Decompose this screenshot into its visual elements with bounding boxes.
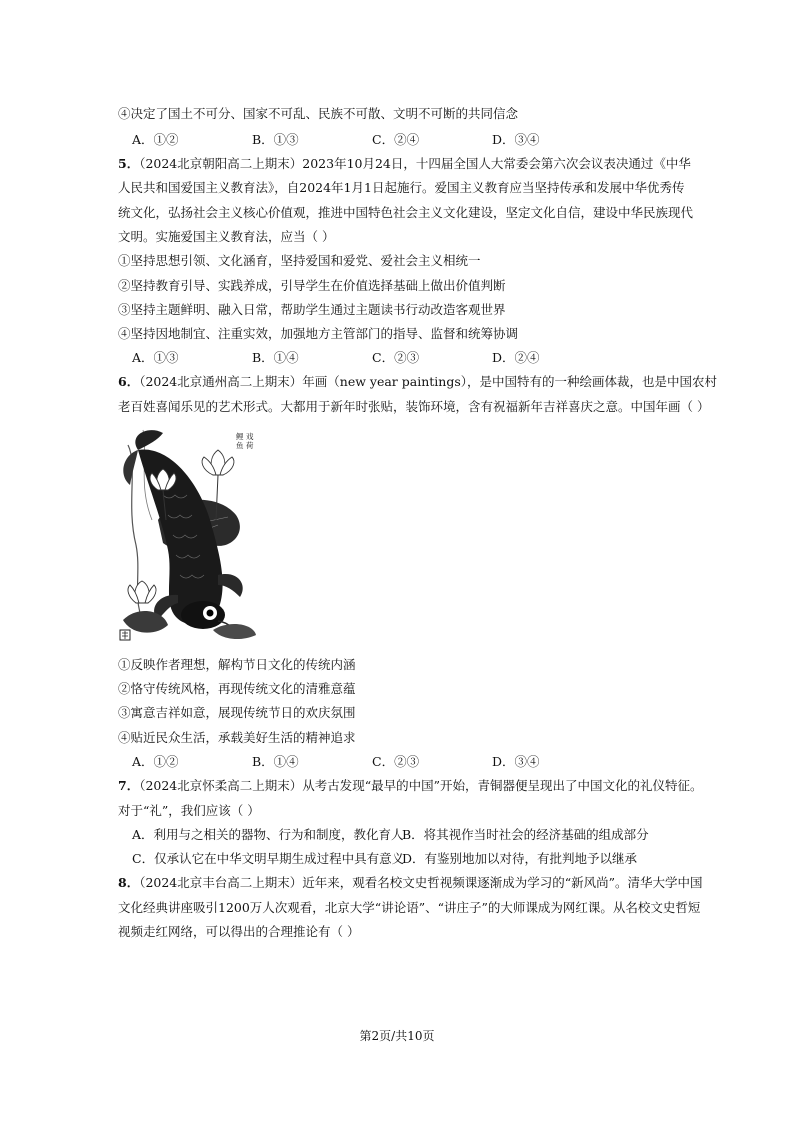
q5-item-4: ④坚持因地制宜、注重实效，加强地方主管部门的指导、监督和统筹协调 — [118, 326, 519, 341]
q5-options — [132, 350, 540, 366]
q7-option-c: C．仅承认它在中华文明早期生成过程中具有意义 — [132, 851, 405, 866]
q7-stem-line-2: 对于“礼”，我们应该（ ） — [118, 803, 260, 818]
q6-option-c: C．②③ — [372, 754, 420, 769]
q4-option-c: C．②④ — [372, 132, 420, 147]
q7-options-row-2 — [132, 851, 637, 867]
q5-stem-line-2: 人民共和国爱国主义教育法》，自2024年1月1日起施行。爱国主义教育应当坚持传承和发展中华优秀传 — [118, 180, 685, 195]
q6-item-4: ④贴近民众生活，承载美好生活的精神追求 — [118, 730, 356, 745]
q5-option-a: A．①③ — [132, 350, 179, 365]
q6-option-b: B．①④ — [252, 754, 299, 769]
page-footer: 第2页/共10页 — [359, 1029, 435, 1043]
q5-stem-line-3: 统文化，弘扬社会主义核心价值观，推进中国特色社会主义文化建设，坚定文化自信，建设中华民族现代 — [118, 205, 694, 220]
q5-option-d: D．②④ — [492, 350, 540, 365]
q6-stem-line-1: 6．（2024北京通州高二上期末）年画（new year paintings），是中国特有的一种绘画体裁，也是中国农村 — [118, 374, 717, 389]
q4-options — [132, 132, 540, 148]
svg-text:鲤: 鲤 — [236, 432, 244, 441]
q5-option-c: C．②③ — [372, 350, 420, 365]
q5-item-3: ③坚持主题鲜明、融入日常，帮助学生通过主题读书行动改造客观世界 — [118, 302, 506, 317]
q8-stem-line-1: 8．（2024北京丰台高二上期末）近年来，观看名校文史哲视频课逐渐成为学习的“新风尚”。清华大学中国 — [118, 875, 703, 890]
q4-item-4: ④决定了国土不可分、国家不可乱、民族不可散、文明不可断的共同信念 — [118, 106, 519, 121]
q5-item-1: ①坚持思想引领、文化涵育，坚持爱国和爱党、爱社会主义相统一 — [118, 253, 481, 268]
q4-option-d: D．③④ — [492, 132, 540, 147]
q6-item-1: ①反映作者理想，解构节日文化的传统内涵 — [118, 657, 356, 672]
q8-stem-line-3: 视频走红网络，可以得出的合理推论有（ ） — [118, 924, 360, 939]
svg-text:戏: 戏 — [246, 432, 254, 441]
q5-number: 5． — [118, 156, 140, 171]
q4-option-b: B．①③ — [252, 132, 299, 147]
q7-number: 7． — [118, 778, 140, 793]
carp-lotus-illustration — [118, 425, 258, 643]
q6-number: 6． — [118, 374, 140, 389]
q7-option-d: D．有鉴别地加以对待，有批判地予以继承 — [402, 851, 638, 866]
q6-item-3: ③寓意吉祥如意，展现传统节日的欢庆氛围 — [118, 705, 356, 720]
q5-stem-line-1: 5．（2024北京朝阳高二上期末）2023年10月24日，十四届全国人大常委会第六次会议表决通过《中华 — [118, 156, 691, 171]
q7-stem-line-1: 7．（2024北京怀柔高二上期末）从考古发现“最早的中国”开始，青铜器便呈现出了中国文化的礼仪特征。 — [118, 778, 703, 793]
new-year-painting-image — [118, 425, 258, 643]
q5-stem-line-4: 文明。实施爱国主义教育法，应当（ ） — [118, 229, 335, 244]
q7-option-a: A．利用与之相关的器物、行为和制度，教化育人 — [132, 827, 404, 842]
q7-option-b: B．将其视作当时社会的经济基础的组成部分 — [402, 827, 649, 842]
q6-item-2: ②恪守传统风格，再现传统文化的清雅意蕴 — [118, 681, 356, 696]
q6-option-d: D．③④ — [492, 754, 540, 769]
svg-text:荷: 荷 — [246, 441, 254, 450]
q6-stem-line-2: 老百姓喜闻乐见的艺术形式。大都用于新年时张贴，装饰环境，含有祝福新年吉祥喜庆之意。中国年画（ ） — [118, 399, 710, 414]
q5-option-b: B．①④ — [252, 350, 299, 365]
q6-options — [132, 754, 540, 770]
svg-text:鱼: 鱼 — [236, 441, 244, 450]
q8-number: 8． — [118, 875, 140, 890]
q6-option-a: A．①② — [132, 754, 179, 769]
q8-stem-line-2: 文化经典讲座吸引1200万人次观看，北京大学“讲论语”、“讲庄子”的大师课成为网红课。从名校文史哲短 — [118, 900, 701, 915]
q7-options-row-1 — [132, 827, 649, 843]
q4-option-a: A．①② — [132, 132, 179, 147]
q5-item-2: ②坚持教育引导、实践养成，引导学生在价值选择基础上做出价值判断 — [118, 278, 506, 293]
